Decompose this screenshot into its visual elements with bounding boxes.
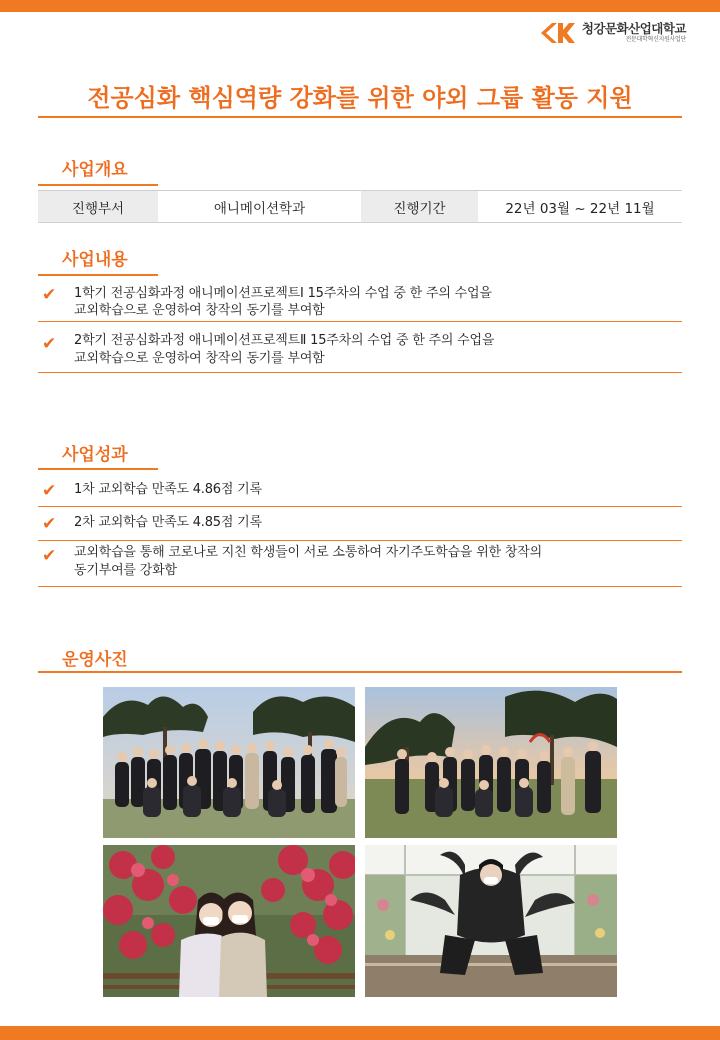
content-item-line1: 1학기 전공심화과정 애니메이션프로젝트Ⅰ 15주차의 수업 중 한 주의 수업을 xyxy=(74,286,492,301)
result-item-line1: 2차 교외학습 만족도 4.85점 기록 xyxy=(74,515,262,530)
top-accent-bar xyxy=(0,0,720,12)
content-heading-underline xyxy=(38,274,158,276)
content-item-line1: 2학기 전공심화과정 애니메이션프로젝트Ⅱ 15주차의 수업 중 한 주의 수업을 xyxy=(74,333,495,348)
photos-heading-underline xyxy=(38,671,682,673)
overview-heading-underline xyxy=(38,184,158,186)
dept-label: 진행부서 xyxy=(38,191,158,222)
photo-two-students-blossoms xyxy=(103,845,355,997)
content-heading: 사업내용 xyxy=(62,250,128,270)
period-label: 진행기간 xyxy=(361,191,478,222)
ck-logo-icon xyxy=(538,21,576,45)
period-value: 22년 03월 ~ 22년 11월 xyxy=(505,200,655,217)
checkmark-icon: ✔ xyxy=(42,285,57,305)
photo-student-sculpture xyxy=(365,845,617,997)
photos-heading: 운영사진 xyxy=(62,650,128,670)
result-item xyxy=(38,541,682,587)
dept-value: 애니메이션학과 xyxy=(213,200,306,217)
results-heading: 사업성과 xyxy=(62,445,128,465)
result-item-line2: 동기부여를 강화함 xyxy=(74,563,177,578)
content-item xyxy=(38,282,682,322)
overview-table xyxy=(38,190,682,223)
content-item-line2: 교외학습으로 운영하여 창작의 동기를 부여함 xyxy=(74,351,325,366)
title-divider xyxy=(38,116,682,118)
result-item xyxy=(38,507,682,541)
result-item-line1: 교외학습을 통해 코로나로 지친 학생들이 서로 소통하여 자기주도학습을 위한 창작의 xyxy=(74,545,542,560)
logo-subtitle: 전문대학혁신지원사업단 xyxy=(625,36,686,43)
checkmark-icon: ✔ xyxy=(42,481,57,501)
result-item xyxy=(38,476,682,507)
university-logo xyxy=(538,20,686,46)
content-item-line2: 교외학습으로 운영하여 창작의 동기를 부여함 xyxy=(74,303,325,318)
bottom-accent-bar xyxy=(0,1026,720,1040)
result-item-line1: 1차 교외학습 만족도 4.86점 기록 xyxy=(74,482,262,497)
checkmark-icon: ✔ xyxy=(42,546,57,566)
logo-name: 청강문화산업대학교 xyxy=(581,21,686,36)
photo-group-pine-trees xyxy=(103,687,355,838)
photo-group-grass-field xyxy=(365,687,617,838)
checkmark-icon: ✔ xyxy=(42,514,57,534)
checkmark-icon: ✔ xyxy=(42,334,57,354)
overview-heading: 사업개요 xyxy=(62,160,128,180)
content-item xyxy=(38,330,682,373)
page-title: 전공심화 핵심역량 강화를 위한 야외 그룹 활동 지원 xyxy=(87,84,633,112)
results-heading-underline xyxy=(38,468,158,470)
